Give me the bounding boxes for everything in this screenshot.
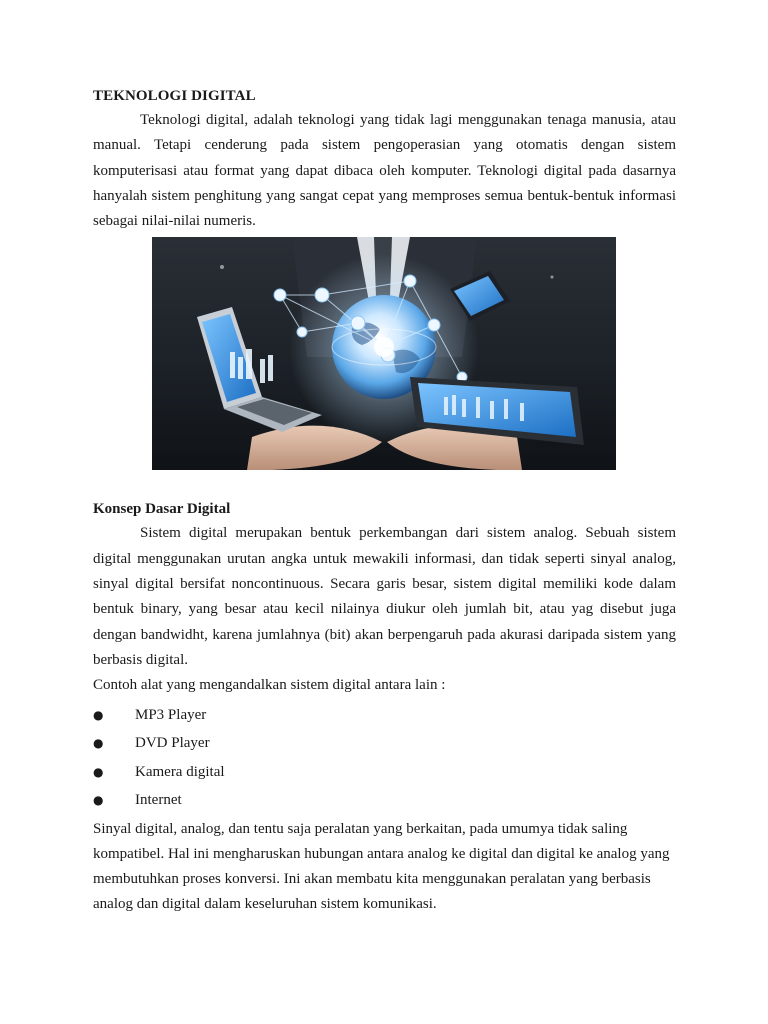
section-title: Konsep Dasar Digital [93,501,231,518]
bullet-icon: ● [93,736,104,751]
list-item-label: Internet [135,792,182,809]
list-item-label: Kamera digital [135,763,225,780]
bullet-icon: ● [93,707,104,722]
section-paragraph: Sistem digital merupakan bentuk perkembangan dari sistem analog. Sebuah sistem digital menggunakan urutan angka untuk mewakili informasi, dan tidak seperti sinyal analog, sinyal digital bersifat noncontinuous. Secara garis besar, sistem digital memiliki kode dalam bentuk binary, yang besar atau kecil nilainya diukur oleh jumlah bit, atau yag disebut juga dengan bandwidht, karena jumlahnya (bit) akan berpengaruh pada akurasi daripada sistem yang berbasis digital. [93,525,676,668]
bullet-icon: ● [93,764,104,779]
examples-intro: Contoh alat yang mengandalkan sistem digital antara lain : [93,677,446,694]
list-item [93,758,676,787]
bullet-icon: ● [93,793,104,808]
digital-technology-illustration [152,237,616,470]
intro-paragraph: Teknologi digital, adalah teknologi yang tidak lagi menggunakan tenaga manusia, atau manual. Tetapi cenderung pada sistem pengoperasian yang otomatis dengan sistem komputerisasi atau format yang dapat dibaca oleh komputer. Teknologi digital pada dasarnya hanyalah sistem penghitung yang sangat cepat yang memproses semua bentuk-bentuk informasi sebagai nilai-nilai numeris. [93,112,676,230]
document-body [93,84,676,918]
figure-container [93,237,676,473]
list-item [93,786,676,815]
document-title: TEKNOLOGI DIGITAL [93,88,256,104]
examples-list [93,701,676,815]
list-item [93,701,676,730]
list-item-label: MP3 Player [135,706,207,723]
closing-paragraph: Sinyal digital, analog, dan tentu saja peralatan yang berkaitan, pada umumya tidak saling kompatibel. Hal ini mengharuskan hubungan antara analog ke digital dan digital ke analog yang membutuhkan proses konversi. Ini akan membatu kita menggunakan peralatan yang berbasis analog dan digital dalam keseluruhan sistem komunikasi. [93,820,670,913]
list-item-label: DVD Player [135,735,210,752]
list-item [93,729,676,758]
